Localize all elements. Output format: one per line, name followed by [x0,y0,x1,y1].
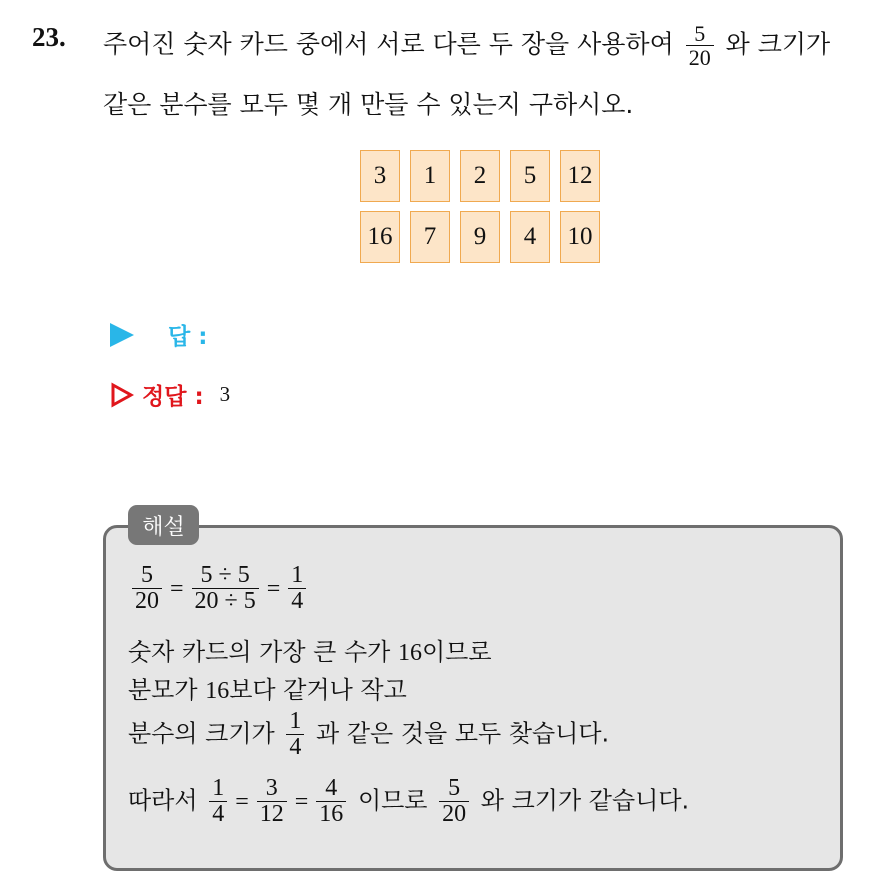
fraction-numerator: 5 ÷ 5 [200,562,250,588]
correct-answer-row [110,378,230,411]
question-text-before: 주어진 숫자 카드 중에서 서로 다른 두 장을 사용하여 [103,29,674,59]
fraction [209,776,227,827]
number-card: 9 [460,211,500,263]
equals-sign: = [170,575,184,602]
fraction-numerator: 1 [212,775,225,801]
question-fraction [686,22,714,69]
fraction [288,563,306,614]
fraction-numerator: 5 [141,562,153,588]
fraction-numerator: 5 [448,775,461,801]
fraction-denominator: 4 [288,588,306,614]
explanation-line-2 [128,632,492,667]
question-line-2: 같은 분수를 모두 몇 개 만들 수 있는지 구하시오. [103,90,634,119]
answer-label: 답 : [168,324,208,350]
question-text-after: 와 크기가 [725,29,831,59]
explanation-line-1 [128,563,310,614]
answer-row [110,318,207,351]
fraction [192,563,259,614]
number-card: 12 [560,150,600,202]
fraction [316,776,346,827]
number: 16 [205,678,230,704]
question-line-1 [103,22,830,69]
number-cards [360,150,600,263]
number-card: 5 [510,150,550,202]
explanation-tag: 해설 [128,505,199,545]
outline-triangle-icon [110,382,134,408]
fraction-denominator: 4 [209,801,227,827]
text: 따라서 [128,786,198,815]
play-triangle-icon [110,323,134,347]
text: 분수의 크기가 [128,719,275,748]
equals-sign: = [294,788,309,815]
number-card: 16 [360,211,400,263]
text: 숫자 카드의 가장 큰 수가 [128,638,391,666]
text: 이므로 [422,638,492,666]
number-card: 7 [410,211,450,263]
equals-sign: = [266,575,281,602]
fraction-numerator: 4 [325,775,338,801]
text: 와 크기가 같습니다. [480,786,690,815]
number: 16 [398,640,422,666]
fraction-numerator: 1 [291,562,304,588]
number-card: 4 [510,211,550,263]
fraction-denominator: 20 ÷ 5 [192,588,259,614]
fraction [286,709,304,760]
fraction-numerator: 1 [289,708,302,734]
correct-answer-label: 정답 : [142,384,204,410]
text: 과 같은 것을 모두 찾습니다. [316,719,610,748]
fraction-numerator: 3 [265,775,278,801]
explanation-line-5 [128,776,689,827]
text: 보다 같거나 작고 [229,676,407,704]
fraction-denominator: 16 [316,801,346,827]
fraction-denominator: 20 [686,45,714,69]
fraction-denominator: 20 [439,801,469,827]
equals-sign: = [235,788,249,815]
text: 이므로 [357,786,428,815]
explanation-line-3 [128,670,407,705]
fraction [132,563,162,614]
fraction [439,776,469,827]
number-card: 3 [360,150,400,202]
question-number: 23. [32,22,66,52]
number-card: 10 [560,211,600,263]
fraction [257,776,287,827]
fraction-denominator: 4 [286,734,304,760]
fraction-denominator: 20 [132,588,162,614]
explanation-line-4 [128,709,609,760]
text: 분모가 [128,676,198,704]
correct-answer-value: 3 [219,382,231,406]
number-card: 2 [460,150,500,202]
number-card: 1 [410,150,450,202]
fraction-denominator: 12 [257,801,287,827]
fraction-numerator: 5 [694,21,706,46]
